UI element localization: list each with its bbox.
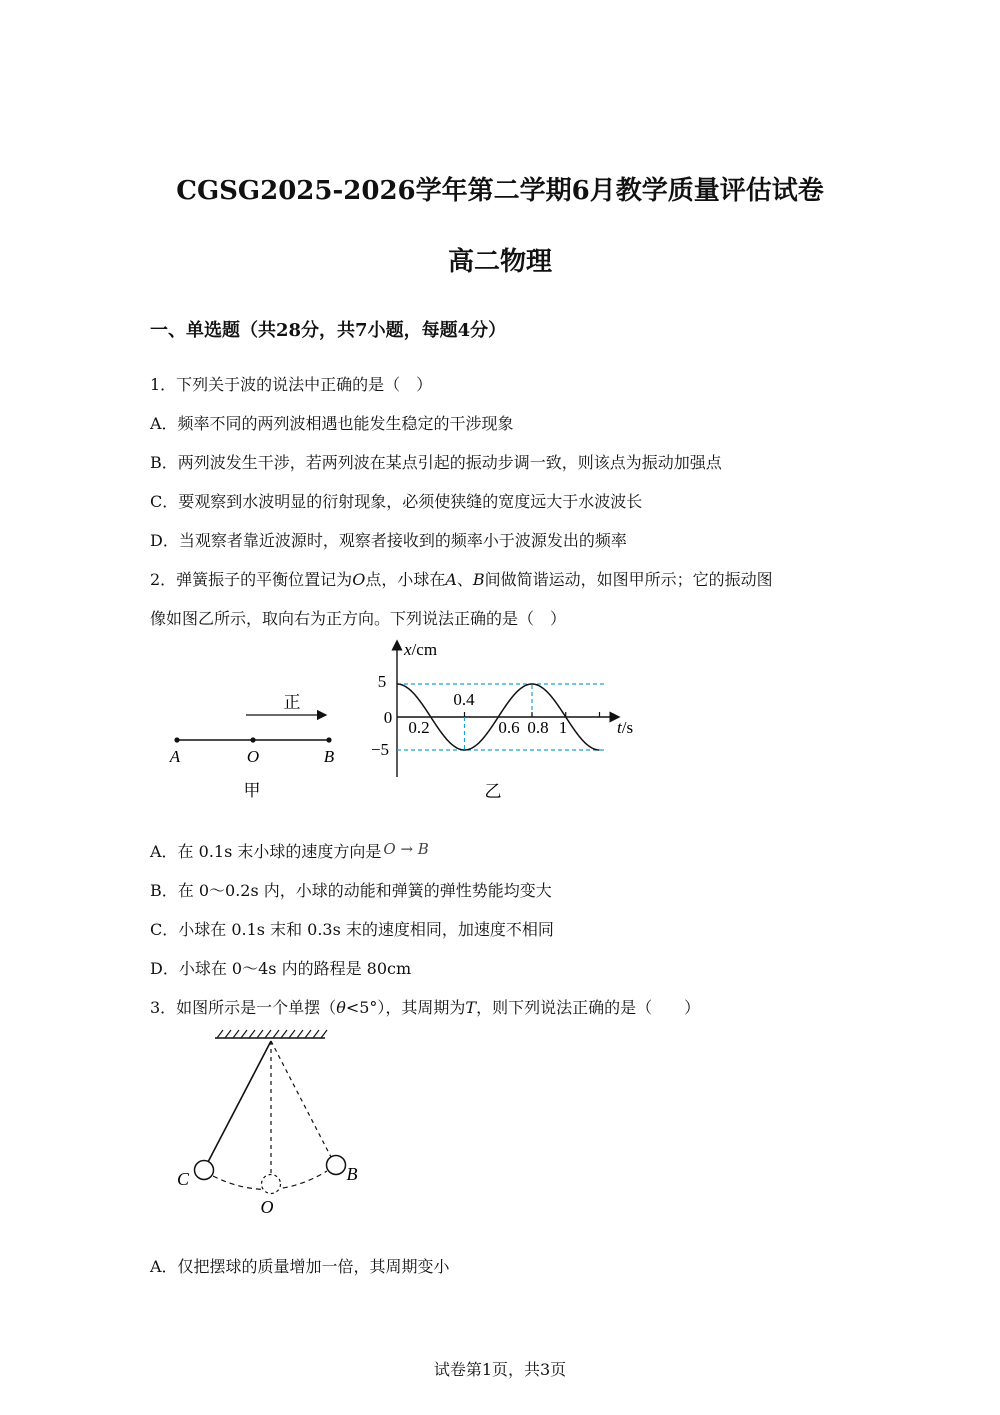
label-o: O — [246, 747, 260, 766]
y-tick-label-0: 0 — [383, 708, 393, 727]
direction-label: 正 — [283, 693, 301, 712]
ceiling-hatching — [217, 1030, 327, 1038]
bob-b — [327, 1156, 346, 1175]
q1-option-c: C．要观察到水波明显的衍射现象，必须使狭缝的宽度远大于水波波长 — [150, 492, 643, 511]
bob-o — [262, 1175, 281, 1194]
q1-option-b: B．两列波发生干涉，若两列波在某点引起的振动步调一致，则该点为振动加强点 — [150, 453, 722, 472]
subject-title: 高二物理 — [447, 247, 552, 277]
string-b-dashed — [271, 1041, 331, 1157]
y-tick-label-5: 5 — [377, 672, 387, 691]
label-b-pendulum: B — [346, 1164, 358, 1184]
q1-option-d: D．当观察者靠近波源时，观察者接收到的频率小于波源发出的频率 — [150, 531, 627, 550]
q2-option-a: A．在 0.1s 末小球的速度方向是 O → B — [150, 840, 429, 861]
figure-jia — [160, 680, 350, 805]
page-footer: 试卷第1页，共3页 — [433, 1360, 567, 1379]
q1-option-a: A．频率不同的两列波相遇也能发生稳定的干涉现象 — [150, 414, 514, 433]
string-c — [208, 1041, 271, 1162]
label-o-pendulum: O — [260, 1197, 274, 1217]
point-o — [250, 737, 255, 742]
label-a: A — [169, 747, 181, 766]
x-tick-label-0.8: 0.8 — [527, 718, 549, 737]
label-b: B — [323, 747, 335, 766]
section-heading: 一、单选题（共28分，共7小题，每题4分） — [150, 320, 507, 341]
q2-option-d: D．小球在 0～4s 内的路程是 80cm — [150, 959, 412, 978]
bob-c — [195, 1161, 214, 1180]
q2-option-c: C．小球在 0.1s 末和 0.3s 末的速度相同，加速度不相同 — [150, 920, 554, 939]
x-tick-label-1: 1 — [558, 718, 568, 737]
q2-stem-line2: 像如图乙所示，取向右为正方向。下列说法正确的是（ ） — [150, 609, 567, 628]
label-c: C — [176, 1169, 190, 1189]
figure-pendulum — [165, 1025, 375, 1220]
q1-stem: 1．下列关于波的说法中正确的是（ ） — [150, 375, 433, 394]
caption-jia: 甲 — [243, 781, 261, 800]
x-tick-label-0.4: 0.4 — [453, 690, 475, 709]
q3-option-a: A．仅把摆球的质量增加一倍，其周期变小 — [150, 1257, 450, 1276]
x-tick-label-0.6: 0.6 — [498, 718, 520, 737]
point-b — [326, 737, 331, 742]
exam-title: CGSG2025-2026学年第二学期6月教学质量评估试卷 — [176, 176, 824, 206]
q2-stem-line1: 2．弹簧振子的平衡位置记为O点，小球在A、B间做简谐运动，如图甲所示；它的振动图 — [150, 570, 773, 589]
x-axis-label: t/s — [617, 718, 634, 737]
x-tick-label-0.2: 0.2 — [408, 718, 430, 737]
point-a — [174, 737, 179, 742]
figure-yi-vibration-graph — [360, 635, 650, 810]
caption-yi: 乙 — [484, 782, 502, 801]
q3-stem: 3．如图所示是一个单摆（θ<5°），其周期为T，则下列说法正确的是（ ） — [150, 998, 701, 1017]
q2-option-a-math: O → B — [383, 840, 429, 858]
y-tick-label-minus5: −5 — [370, 740, 390, 759]
y-axis-label: x/cm — [404, 640, 438, 659]
q2-option-b: B．在 0～0.2s 内，小球的动能和弹簧的弹性势能均变大 — [150, 881, 552, 900]
